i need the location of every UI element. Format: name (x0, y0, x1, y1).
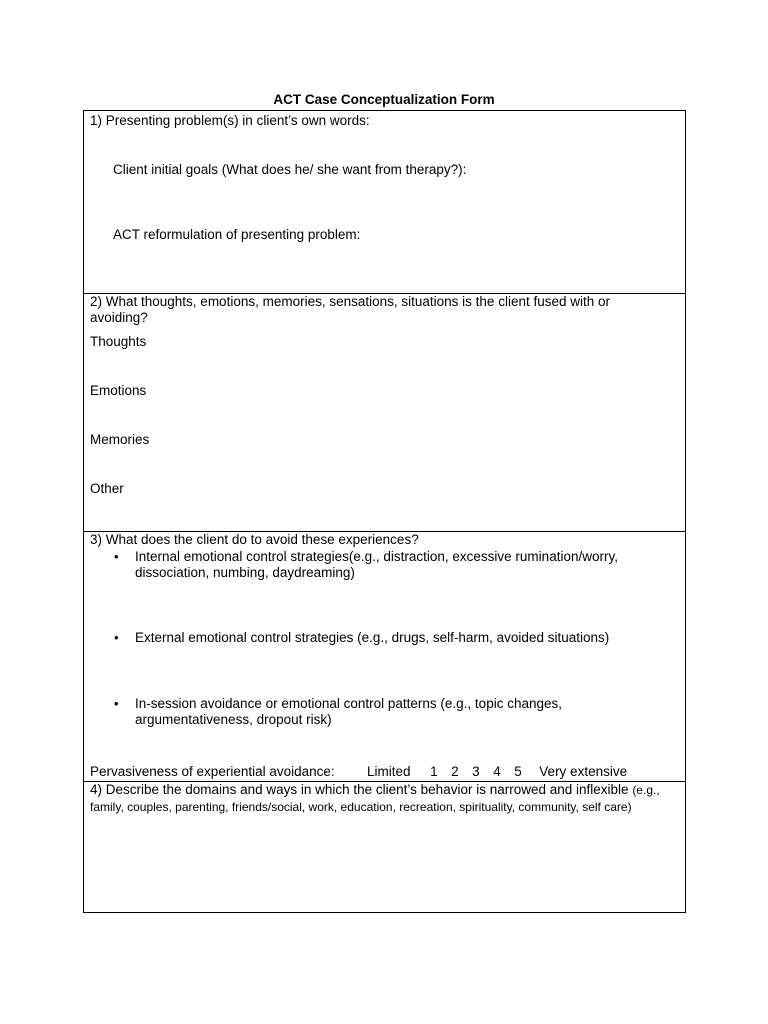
section-avoidance-behaviors[interactable] (84, 532, 685, 782)
pervasiveness-label: Pervasiveness of experiential avoidance: (90, 764, 335, 779)
external-strategies-label: External emotional control strategies (e.g., drugs, self-harm, avoided situations) (135, 630, 610, 645)
section-narrowed-domains[interactable] (84, 782, 685, 913)
thoughts-label: Thoughts (90, 334, 147, 349)
scale-low-label: Limited (367, 764, 411, 779)
client-goals-label: Client initial goals (What does he/ she want from therapy?): (113, 162, 467, 177)
avoidance-heading: 3) What does the client do to avoid these experiences? (90, 532, 419, 547)
scale-high-label: Very extensive (539, 764, 628, 779)
domains-heading-line1 (90, 782, 660, 798)
insession-avoidance-line1: In-session avoidance or emotional control patterns (e.g., topic changes, (135, 696, 562, 711)
internal-strategies-line2: dissociation, numbing, daydreaming) (135, 565, 355, 580)
emotions-label: Emotions (90, 383, 147, 398)
scale-option-5[interactable]: 5 (514, 764, 522, 779)
scale-option-2[interactable]: 2 (451, 764, 459, 779)
domains-heading-line2: family, couples, parenting, friends/social, work, education, recreation, spirituality, community, self care) (90, 800, 632, 814)
form-title: ACT Case Conceptualization Form (273, 92, 495, 107)
presenting-problem-heading: 1) Presenting problem(s) in client’s own words: (90, 113, 370, 128)
scale-option-4[interactable]: 4 (493, 764, 501, 779)
pervasiveness-scale[interactable] (367, 764, 627, 780)
insession-avoidance-line2: argumentativeness, dropout risk) (135, 712, 332, 727)
case-form (83, 110, 686, 913)
bullet-icon: • (114, 549, 119, 564)
memories-label: Memories (90, 432, 150, 447)
domains-heading-main: 4) Describe the domains and ways in which the client’s behavior is narrowed and inflexible (90, 782, 629, 797)
other-label: Other (90, 481, 124, 496)
fusion-heading-line2: avoiding? (90, 310, 148, 325)
scale-option-3[interactable]: 3 (472, 764, 480, 779)
internal-strategies-line1: Internal emotional control strategies(e.g., distraction, excessive rumination/worry, (135, 549, 618, 564)
section-fusion-avoidance[interactable] (84, 294, 685, 532)
fusion-heading-line1: 2) What thoughts, emotions, memories, sensations, situations is the client fused with or (90, 294, 610, 309)
bullet-icon: • (114, 696, 119, 711)
domains-heading-eg: (e.g., (632, 783, 660, 797)
act-reformulation-label: ACT reformulation of presenting problem: (113, 227, 361, 242)
scale-option-1[interactable]: 1 (430, 764, 438, 779)
section-presenting-problem[interactable] (84, 111, 685, 294)
bullet-icon: • (114, 630, 119, 645)
